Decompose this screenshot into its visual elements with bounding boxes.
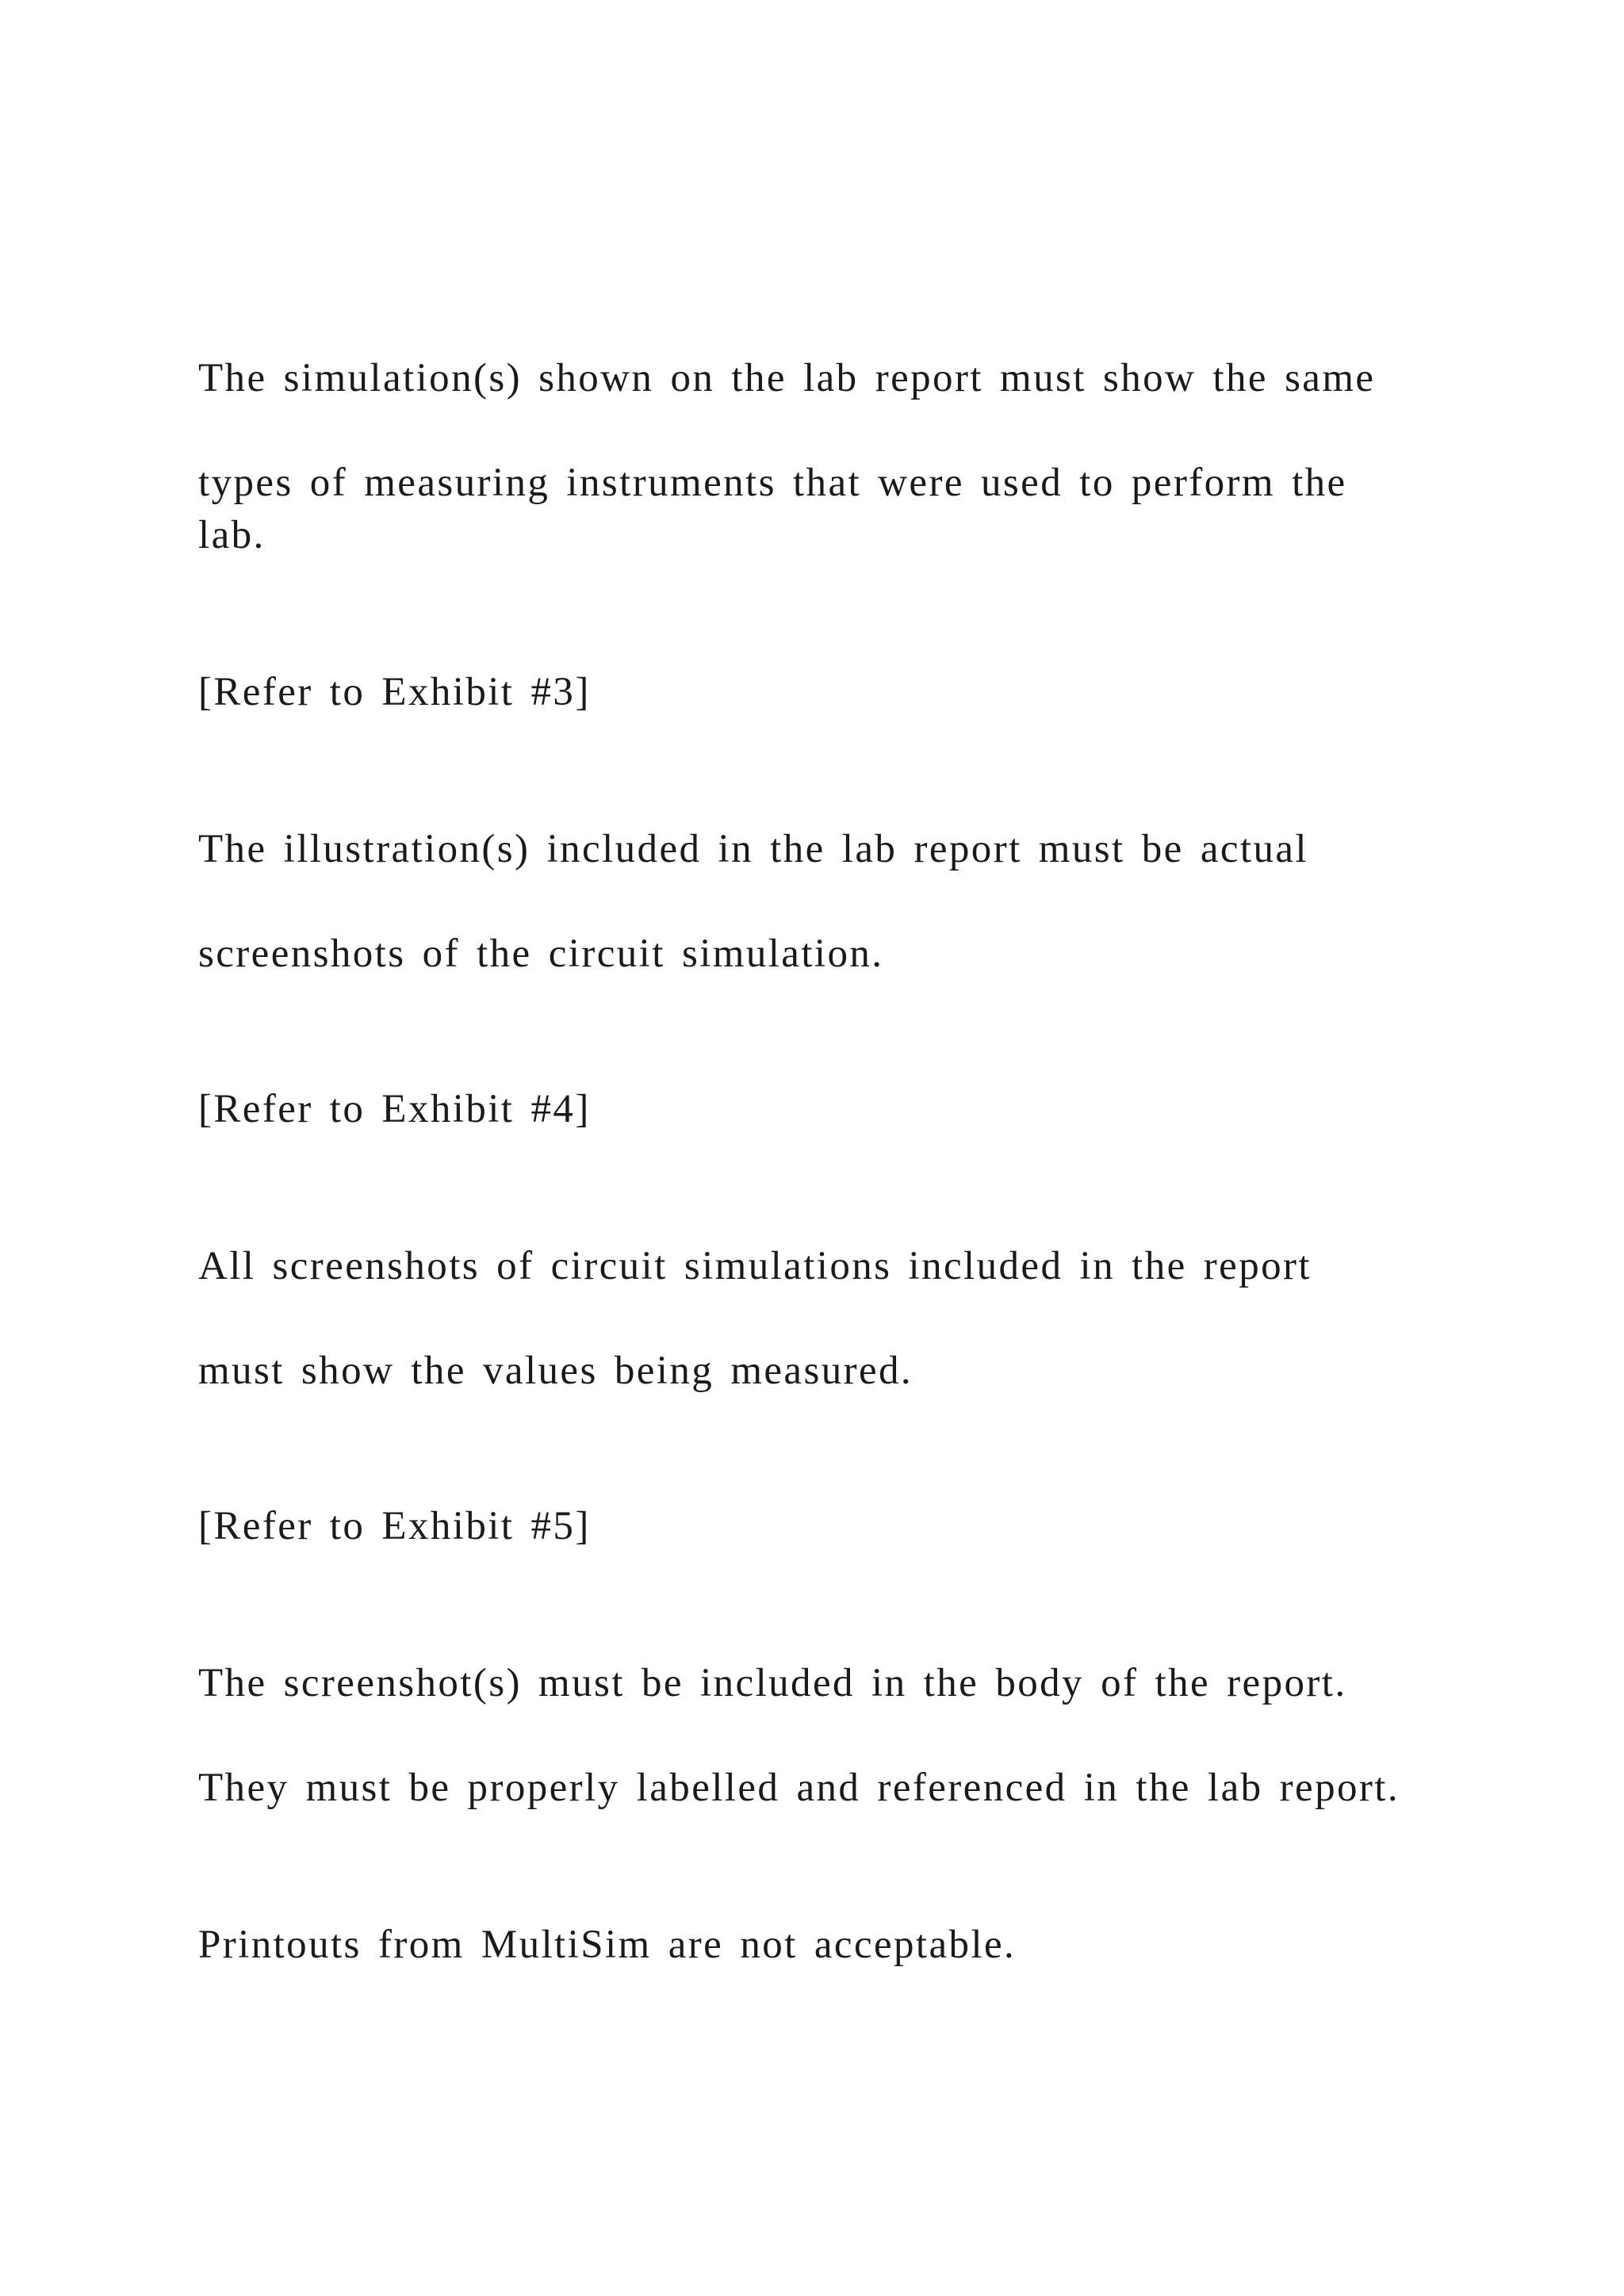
text-line-illustration-requirement: The illustration(s) included in the lab report must be actual xyxy=(198,827,1308,871)
exhibit-reference-3: [Refer to Exhibit #3] xyxy=(198,670,591,714)
text-line-measuring-instruments: types of measuring instruments that were used to perform the xyxy=(198,461,1347,505)
text-line-values-measured: must show the values being measured. xyxy=(198,1349,914,1393)
text-line-screenshot-in-body: The screenshot(s) must be included in the body of the report. xyxy=(198,1661,1347,1705)
text-line-printouts-not-acceptable: Printouts from MultiSim are not acceptable. xyxy=(198,1923,1017,1967)
text-line-lab: lab. xyxy=(198,513,266,557)
exhibit-reference-5: [Refer to Exhibit #5] xyxy=(198,1504,591,1548)
exhibit-reference-4: [Refer to Exhibit #4] xyxy=(198,1087,591,1131)
text-line-circuit-screenshots: screenshots of the circuit simulation. xyxy=(198,932,884,976)
text-line-simulation-requirement: The simulation(s) shown on the lab report must show the same xyxy=(198,356,1376,400)
text-line-screenshots-requirement: All screenshots of circuit simulations included in the report xyxy=(198,1244,1312,1288)
text-line-labelled-referenced: They must be properly labelled and referenced in the lab report. xyxy=(198,1766,1400,1810)
